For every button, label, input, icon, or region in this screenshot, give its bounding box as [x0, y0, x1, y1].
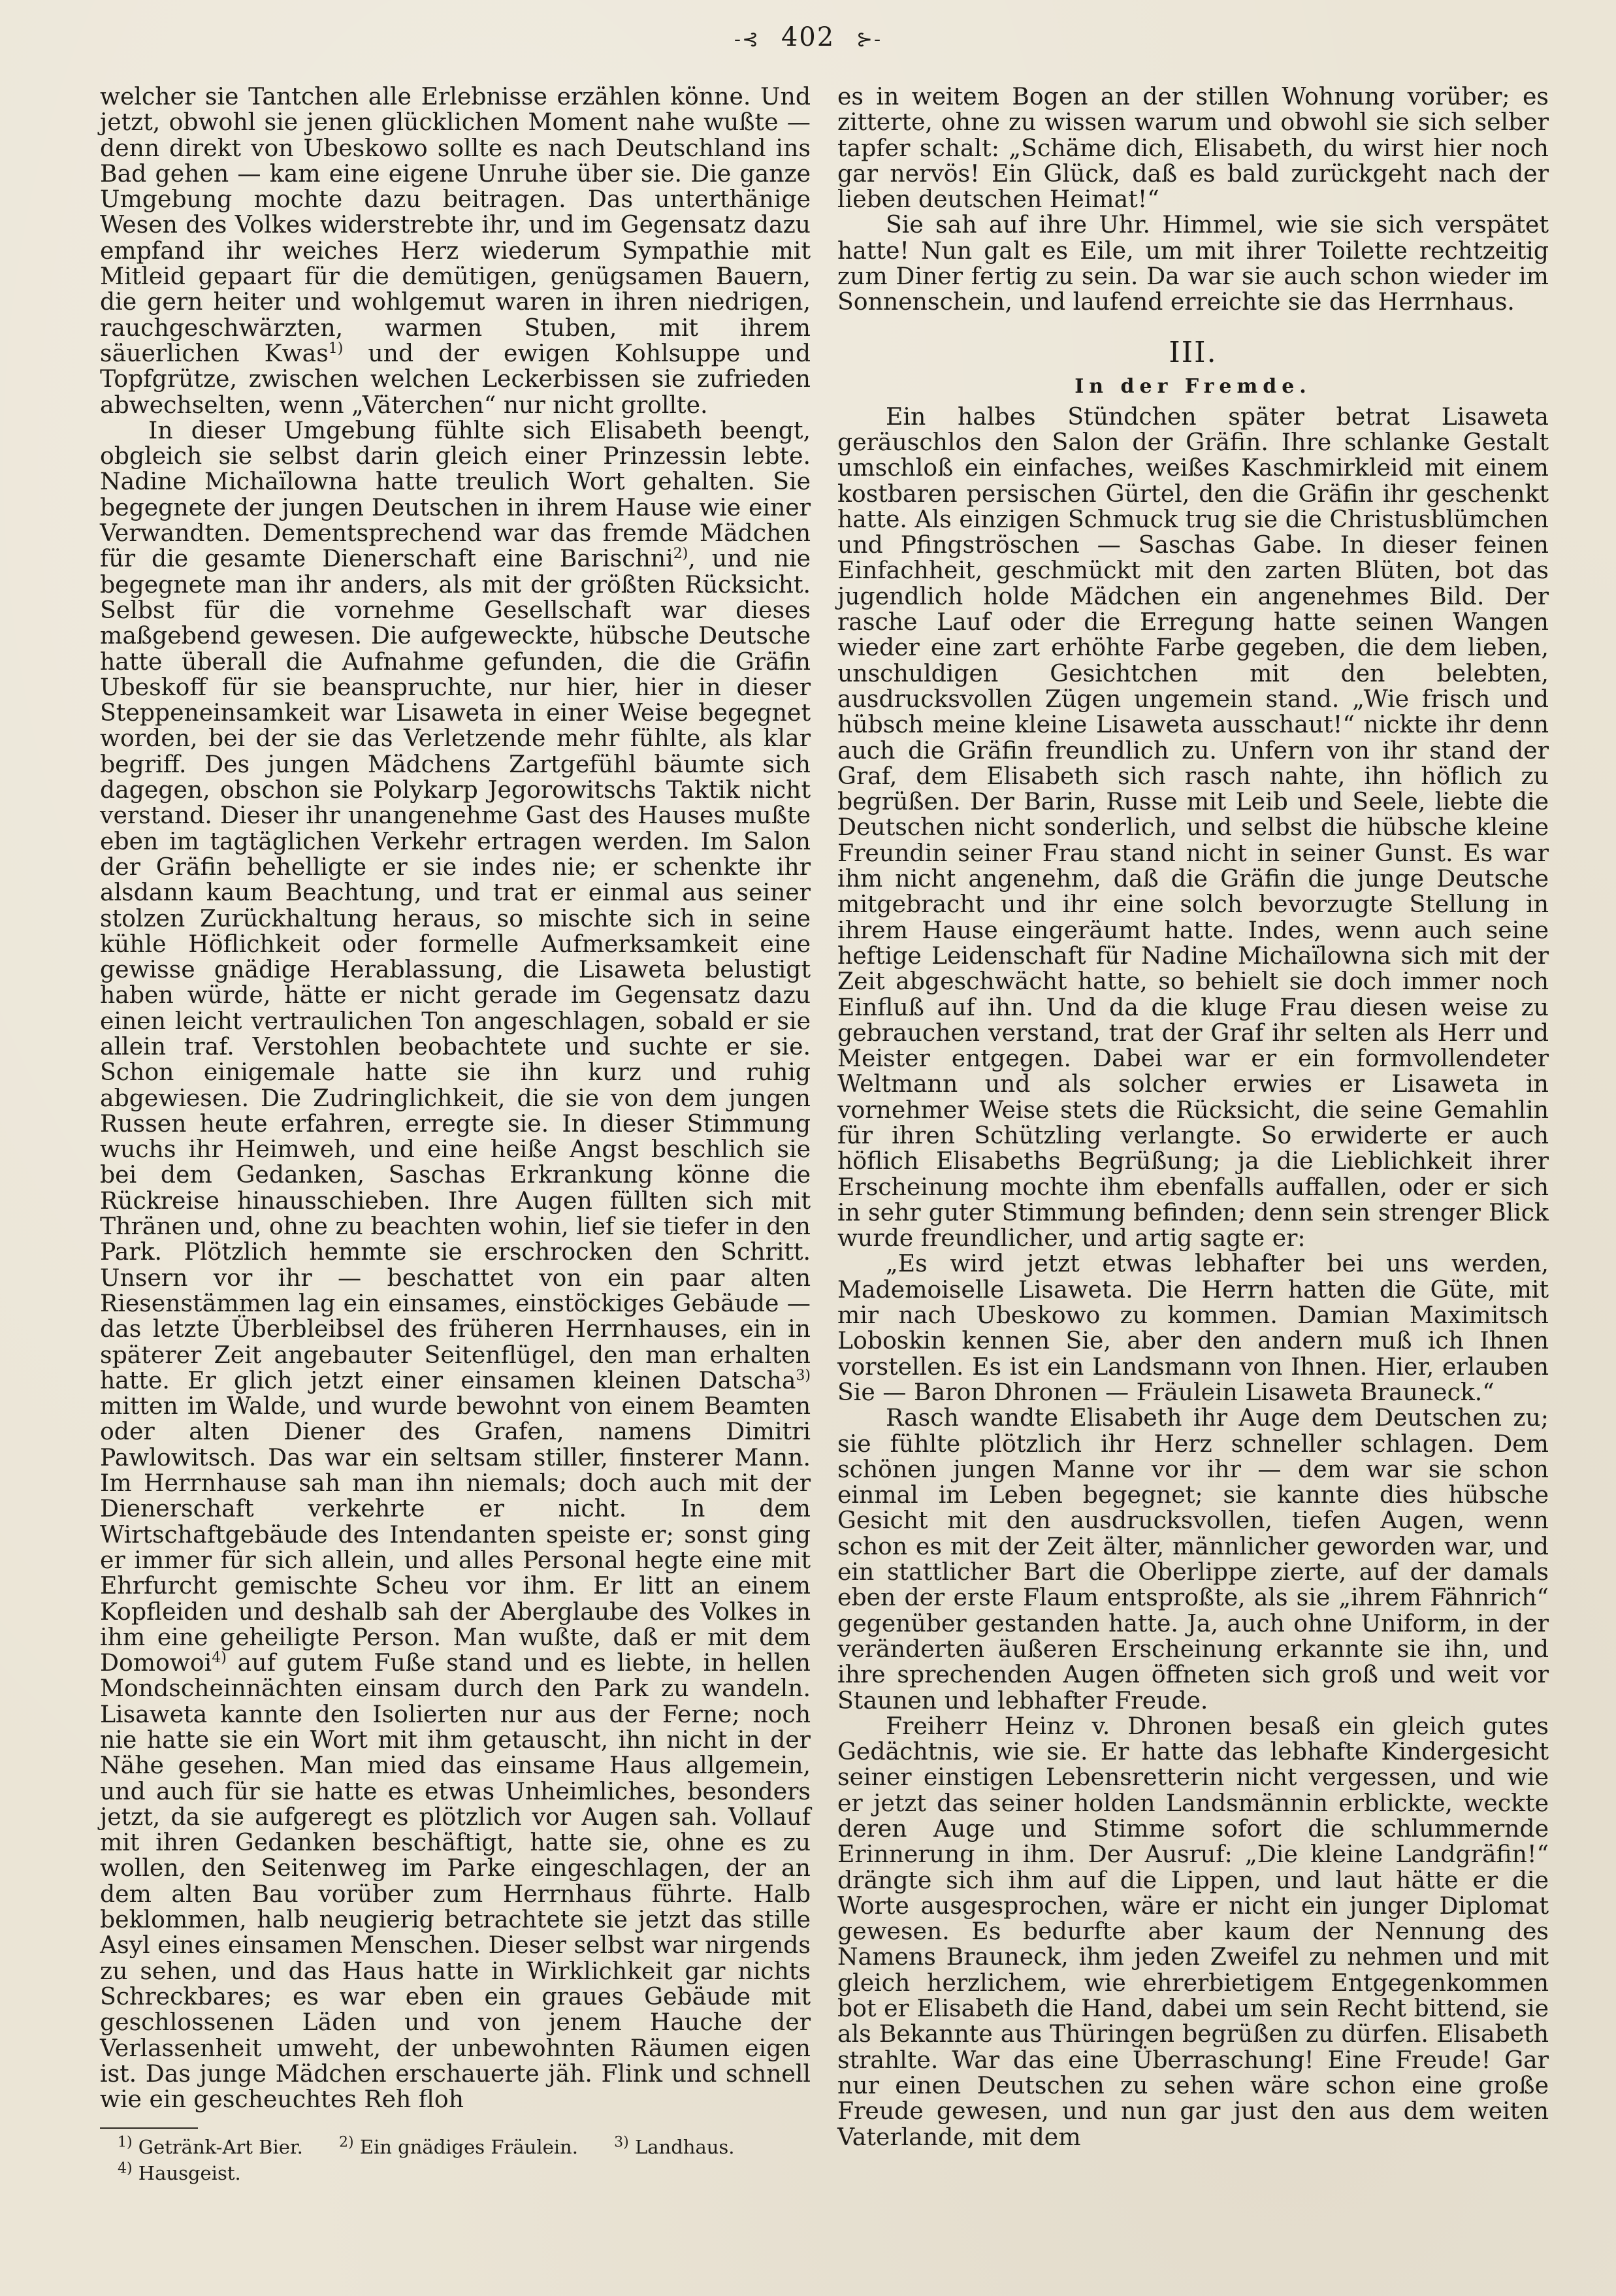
footnote-divider — [100, 2127, 198, 2129]
footnote-2 — [339, 2134, 578, 2160]
footnote-2-mark: 2) — [339, 2134, 354, 2151]
footnotes — [118, 2134, 810, 2186]
footnote-mark-2: 2) — [673, 546, 688, 563]
right-paragraph-2: Sie sah auf ihre Uhr. Himmel, wie sie sich verspätet hatte! Nun galt es Eile, um mit ihrer Toilette rechtzeitig zum Diner fertig zu sein. Da war sie auch schon wieder im Sonnenschein, und laufend erreichte sie das Herrnhaus. — [837, 210, 1549, 316]
footnote-4 — [118, 2160, 241, 2186]
footnote-1 — [118, 2134, 303, 2160]
footnote-3-text: Landhaus. — [628, 2136, 735, 2158]
section-number: III. — [1169, 335, 1218, 369]
left-paragraph-2-cont-c: auf gutem Fuße stand und es liebte, in hellen Mondscheinnächten einsam durch den Park zu wandeln. Lisaweta kannte den Isolierten nur aus der Ferne; noch nie hatte sie ein Wort mit ihm getauscht, ihn nicht in der Nähe gesehen. Man mied das einsame Haus allgemein, und auch für sie hatte es etwas Unheimliches, besonders jetzt, da sie aufgeregt es plötzlich vor Augen sah. Vollauf mit ihren Gedanken beschäftigt, hatte sie, ohne es zu wollen, den Seitenweg im Parke eingeschlagen, der an dem alten Bau vorüber zum Herrnhaus führte. Halb beklommen, halb neugierig betrachtete sie jetzt das stille Asyl eines einsamen Menschen. Dieser selbst war nirgends zu sehen, und das Haus hatte in Wirklichkeit gar nichts Schreckbares; es war eben ein graues Gebäude mit geschlossenen Läden und von jenem Hauche der Verlassenheit umweht, der unbewohnten Räumen eigen ist. Das junge Mädchen erschauerte jäh. Flink und schnell wie ein gescheuchtes Reh floh — [100, 1648, 811, 2114]
section-title: In der Fremde. — [1075, 374, 1312, 398]
page-header — [0, 22, 1616, 52]
left-column — [100, 84, 811, 2112]
left-paragraph-2-text: In dieser Umgebung fühlte sich Elisabeth beengt, obgleich sie selbst darin gleich einer Prinzessin lebte. Nadine Michaïlowna hatte treulich Wort gehalten. Sie begegnete der jungen Deutschen in ihrem Hause wie einer Verwandten. Dementsprechend war das fremde Mädchen für die gesamte Dienerschaft eine Barischni — [100, 416, 811, 573]
footnote-4-text: Hausgeist. — [132, 2162, 241, 2184]
footnote-1-text: Getränk-Art Bier. — [132, 2136, 303, 2158]
right-column — [837, 84, 1549, 2150]
left-paragraph-1 — [100, 84, 811, 418]
header-ornament-right: ⊱- — [856, 27, 882, 51]
kwas-word: Kwas — [264, 338, 329, 367]
footnote-1-mark: 1) — [118, 2134, 133, 2151]
right-paragraph-6: Freiherr Heinz v. Dhronen besaß ein gleich gutes Gedächtnis, wie sie. Er hatte das lebhafte Kindergesicht seiner einstigen Lebensretterin nicht vergessen, und wie er jetzt das seiner holden Landsmännin erblickte, weckte deren Auge und Stimme sofort die schlummernde Erinnerung in ihm. Der Ausruf: „Die kleine Landgräfin!“ drängte sich ihm auf die Lippen, und laut hätte er die Worte ausgesprochen, wäre er nicht ein junger Diplomat gewesen. Es bedurfte aber kaum der Nennung des Namens Brauneck, ihm jeden Zweifel zu nehmen und mit gleich herzlichem, wie ehrerbietigem Entgegenkommen bot er Elisabeth die Hand, dabei um sein Recht bittend, sie als Bekannte aus Thüringen begrüßen zu dürfen. Elisabeth strahlte. War das eine Überraschung! Eine Freude! Gar nur einen Deutschen zu sehen wäre schon eine große Freude gewesen, und nun gar just den aus dem weiten Vaterlande, mit dem — [837, 1711, 1549, 2151]
right-paragraph-5: Rasch wandte Elisabeth ihr Auge dem Deutschen zu; sie fühlte plötzlich ihr Herz schneller schlagen. Dem schönen jungen Manne vor ihr — dem war sie schon einmal im Leben begegnet; sie kannte dies hübsche Gesicht mit den ausdrucksvollen, tiefen Augen, wenn schon es mit der Zeit älter, männlicher geworden war, und ein stattlicher Bart die Oberlippe zierte, auf der damals eben der erste Flaum entsproßte, als sie „ihrem Fähnrich“ gegenüber gestanden hatte. Ja, auch ohne Uniform, in der veränderten äußeren Erscheinung erkannte sie ihn, und ihre sprechenden Augen öffneten sich groß und weit vor Staunen und lebhafter Freude. — [837, 1403, 1549, 1714]
left-paragraph-2-cont-a: , und nie begegnete man ihr anders, als mit der größten Rücksicht. Selbst für die vornehme Gesellschaft war dieses maßgebend gewesen. Die aufgeweckte, hübsche Deutsche hatte überall die Aufnahme gefunden, die die Gräfin Ubeskoff für sie beanspruchte, nur hier, hier in dieser Steppeneinsamkeit war Lisaweta in einer Weise begegnet worden, bei der sie das Verletzende mehr fühlte, als klar begriff. Des jungen Mädchens Zartgefühl bäumte sich dagegen, obschon sie Polykarp Jegorowitschs Taktik nicht verstand. Dieser ihr unangenehme Gast des Hauses mußte eben im tagtäglichen Verkehr ertragen werden. Im Salon der Gräfin behelligte er sie indes nie; er schenkte ihr alsdann kaum Beachtung, und trat er einmal aus seiner stolzen Zurückhaltung heraus, so mischte sich in seine kühle Höflichkeit oder formelle Aufmerksamkeit eine gewisse gnädige Herablassung, die Lisaweta belustigt haben würde, hätte er nicht gerade im Gegensatz dazu einen leicht vertraulichen Ton angeschlagen, sobald er sie allein traf. Verstohlen beobachtete und suchte er sie. Schon einigemale hatte sie ihn kurz und ruhig abgewiesen. Die Zudringlichkeit, die sie von dem jungen Russen heute erfahren, erregte sie. In dieser Stimmung wuchs ihr Heimweh, und eine heiße Angst beschlich sie bei dem Gedanken, Saschas Erkrankung könne die Rückreise hinausschieben. Ihre Augen füllten sich mit Thränen und, ohne zu beachten wohin, lief sie tiefer in den Park. Plötzlich hemmte sie erschrocken den Schritt. Unsern vor ihr — beschattet von ein paar alten Riesenstämmen lag ein einsames, einstöckiges Gebäude — das letzte Überbleibsel des früheren Herrnhauses, ein in späterer Zeit angebauter Seitenflügel, den man erhalten hatte. Er glich jetzt einer einsamen kleinen Datscha — [100, 544, 811, 1394]
footnote-mark-3: 3) — [796, 1367, 811, 1384]
left-paragraph-1-text: welcher sie Tantchen alle Erlebnisse erzählen könne. Und jetzt, obwohl sie jenen glücklichen Moment nahe wußte — denn direkt von Ubeskowo sollte es nach Deutschland ins Bad gehen — kam eine eigene Unruhe über sie. Die ganze Umgebung mochte dazu beitragen. Das unterthänige Wesen des Volkes widerstrebte ihr, und im Gegensatz dazu empfand ihr weiches Herz wiederum Sympathie mit Mitleid gepaart für die demütigen, genügsamen Bauern, die gern heiter und wohlgemut waren in ihren niedrigen, rauchgeschwärzten, warmen Stuben, mit ihrem säuerlichen — [100, 82, 811, 367]
footnote-3 — [614, 2134, 734, 2160]
footnote-2-text: Ein gnädiges Fräulein. — [353, 2136, 578, 2158]
left-paragraph-1-tail: und der ewigen Kohlsuppe und Topfgrütze, zwischen welchen Leckerbissen sie zufrieden abwechselten, wenn „Väterchen“ nur nicht grollte. — [100, 338, 811, 419]
footnote-4-mark: 4) — [118, 2160, 133, 2177]
footnote-3-mark: 3) — [614, 2134, 629, 2151]
footnote-line-1 — [118, 2134, 810, 2160]
right-paragraph-4: „Es wird jetzt etwas lebhafter bei uns werden, Mademoiselle Lisaweta. Die Herrn hatten die Güte, mit mir nach Ubeskowo zu kommen. Damian Maximitsch Loboskin kennen Sie, aber den andern muß ich Ihnen vorstellen. Es ist ein Landsmann von Ihnen. Hier, erlauben Sie — Baron Dhronen — Fräulein Lisaweta Brauneck.“ — [837, 1249, 1549, 1406]
header-ornament-left: -⊰ — [734, 27, 760, 51]
footnote-line-2 — [118, 2160, 810, 2186]
right-paragraph-3: Ein halbes Stündchen später betrat Lisaweta geräuschlos den Salon der Gräfin. Ihre schlanke Gestalt umschloß ein einfaches, weißes Kaschmirkleid mit einem kostbaren persischen Gürtel, den die Gräfin ihr geschenkt hatte. Als einzigen Schmuck trug sie die Christusblümchen und Pfingströschen — Saschas Gabe. In dieser feinen Einfachheit, geschmückt mit den zarten Blüten, bot das jugendlich holde Mädchen ein angenehmes Bild. Der rasche Lauf oder die Erregung hatte seinen Wangen wieder eine zart erhöhte Farbe gegeben, die dem lieben, unschuldigen Gesichtchen mit den belebten, ausdrucksvollen Zügen ungemein stand. „Wie frisch und hübsch meine kleine Lisaweta ausschaut!“ nickte ihr denn auch die Gräfin freundlich zu. Unfern von ihr stand der Graf, dem Elisabeth sich rasch nahte, ihn höflich zu begrüßen. Der Barin, Russe mit Leib und Seele, liebte die Deutschen nicht sonderlich, und selbst die hübsche kleine Freundin seiner Frau stand nicht in seiner Gunst. Es war ihm nicht angenehm, daß die Gräfin die junge Deutsche mitgebracht und ihr eine solch bevorzugte Stellung in ihrem Hause eingeräumt hatte. Indes, wenn auch seine heftige Leidenschaft für Nadine Michaïlowna sich mit der Zeit abgeschwächt hatte, so behielt sie doch immer noch Einfluß auf ihn. Und da die kluge Frau diesen weise zu gebrauchen verstand, trat der Graf ihr selten als Herr und Meister entgegen. Dabei war er ein formvollendeter Weltmann und als solcher erwies er Lisaweta in vornehmer Weise stets die Rücksicht, die seine Gemahlin für ihren Schützling verlangte. So erwiderte er auch höflich Elisabeths Begrüßung; ja die Lieblichkeit ihrer Erscheinung mochte ihm ebenfalls auffallen, oder er sich in sehr guter Stimmung befinden; denn sein strenger Blick wurde freundlicher, und artig sagte er: — [837, 402, 1549, 1253]
page-number: 402 — [781, 22, 835, 52]
left-paragraph-2 — [100, 418, 811, 2112]
right-paragraph-1: es in weitem Bogen an der stillen Wohnung vorüber; es zitterte, ohne zu wissen warum und obwohl sie sich selber tapfer schalt: „Schäme dich, Elisabeth, du wirst hier noch gar nervös! Ein Glück, daß es bald zurückgeht nach der lieben deutschen Heimat!“ — [837, 82, 1549, 214]
left-paragraph-2-cont-b: mitten im Walde, und wurde bewohnt von einem Beamten oder alten Diener des Grafen, namens Dimitri Pawlowitsch. Das war ein seltsam stiller, finsterer Mann. Im Herrnhause sah man ihn niemals; doch auch mit der Dienerschaft verkehrte er nicht. In dem Wirtschaftgebäude des Intendanten speiste er; sonst ging er immer für sich allein, und alles Personal hegte eine mit Ehrfurcht gemischte Scheu vor ihm. Er litt an einem Kopfleiden und deshalb sah der Aberglaube des Volkes in ihm eine geheiligte Person. Man wußte, daß er mit dem Domowoi — [100, 1392, 811, 1677]
footnote-mark-1: 1) — [328, 340, 344, 357]
footnote-mark-4: 4) — [212, 1650, 227, 1667]
